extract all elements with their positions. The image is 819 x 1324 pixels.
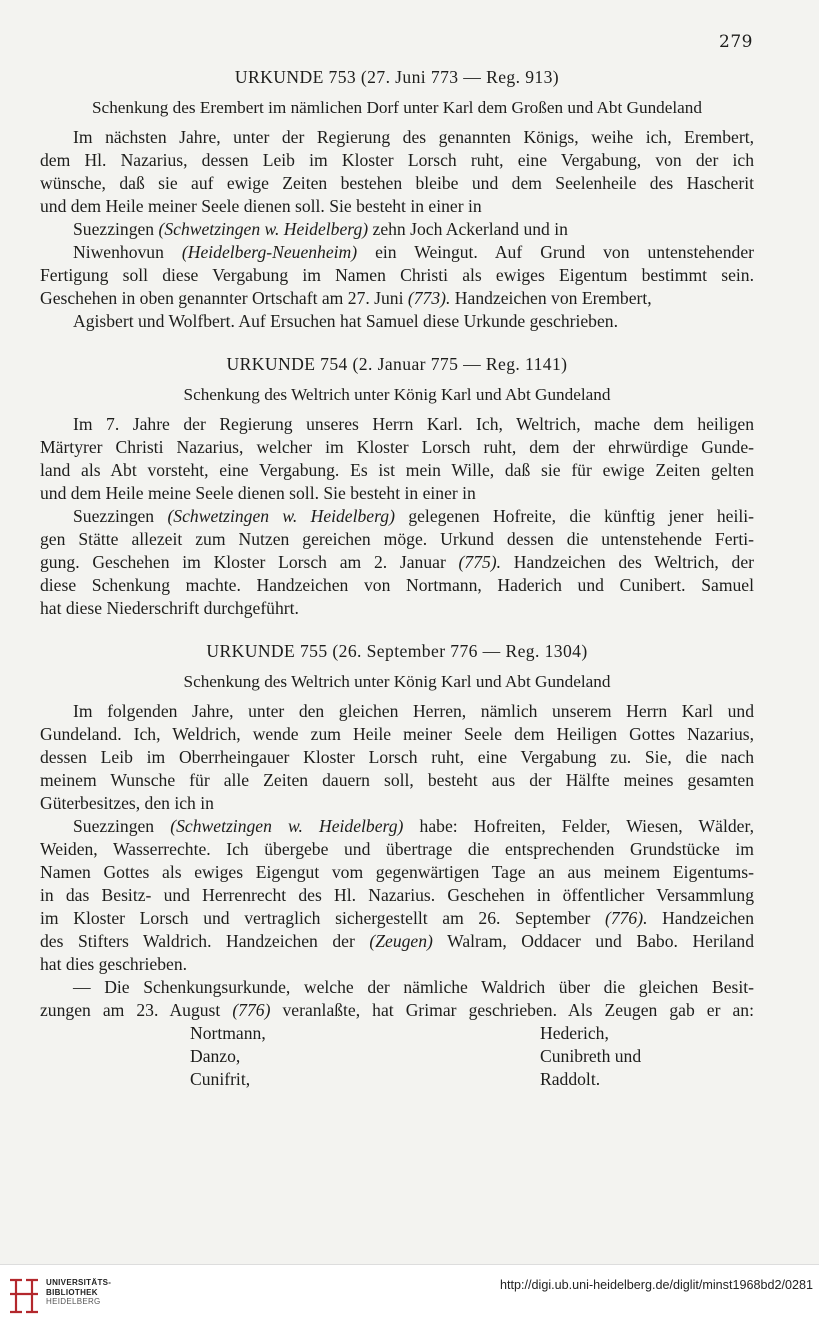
text-line: Niwenhovun (Heidelberg-Neuenheim) ein Weingut. Auf Grund von untenstehender bbox=[73, 242, 755, 262]
text-line: Geschehen in oben genannter Ortschaft am 27. Juni (773). Handzeichen von Erembert, bbox=[40, 288, 652, 308]
section-1-heading: URKUNDE 753 (27. Juni 773 — Reg. 913) bbox=[234, 67, 560, 87]
section-2-subheading: Schenkung des Weltrich unter König Karl und Abt Gundeland bbox=[183, 385, 611, 404]
text-line: Suezzingen (Schwetzingen w. Heidelberg) habe: Hofreiten, Felder, Wiesen, Wälder, bbox=[73, 816, 754, 836]
witness-list bbox=[40, 1022, 754, 1091]
witness-name: Cunifrit, bbox=[190, 1069, 251, 1089]
text-line: Märtyrer Christi Nazarius, welcher im Kloster Lorsch ruht, dem der ehrwürdige Gunde- bbox=[40, 437, 754, 457]
text-line: dem Hl. Nazarius, dessen Leib im Kloster Lorsch ruht, eine Vergabung, von der ich bbox=[40, 150, 754, 170]
section-3-subheading: Schenkung des Weltrich unter König Karl und Abt Gundeland bbox=[183, 672, 611, 691]
text-line: hat dies geschrieben. bbox=[40, 954, 188, 974]
text-line: wünsche, daß sie auf ewige Zeiten bestehen bleibe und dem Seelenheile des Hascherit bbox=[40, 173, 754, 193]
text-line: Im nächsten Jahre, unter der Regierung des genannten Königs, weihe ich, Erembert, bbox=[73, 127, 754, 147]
text-line: und dem Heile meine Seele dienen soll. Sie besteht in einer in bbox=[40, 483, 476, 503]
text-line: Fertigung soll diese Vergabung im Namen Christi als ewiges Eigentum bestimmt sein. bbox=[40, 265, 754, 285]
text-line: dessen Leib im Oberrheingauer Kloster Lorsch ruht, eine Vergabung zu. Sie, die nach bbox=[40, 747, 754, 767]
section-2-body bbox=[40, 413, 754, 620]
witness-name: Cunibreth und bbox=[540, 1046, 642, 1066]
section-3-heading: URKUNDE 755 (26. September 776 — Reg. 1304) bbox=[206, 641, 588, 661]
text-line: diese Schenkung machte. Handzeichen von Nortmann, Haderich und Cunibert. Samuel bbox=[40, 575, 754, 595]
text-line: meinem Wunsche für alle Zeiten dauern soll, besteht aus der Hälfte meines gesamten bbox=[40, 770, 754, 790]
text-line: zungen am 23. August (776) veranlaßte, hat Grimar geschrieben. Als Zeugen gab er an: bbox=[40, 1000, 754, 1020]
witness-name: Hederich, bbox=[540, 1023, 609, 1043]
text-line: Gundeland. Ich, Weldrich, wende zum Heile meiner Seele dem Heiligen Gottes Nazarius, bbox=[40, 724, 754, 744]
text-line: gung. Geschehen im Kloster Lorsch am 2. Januar (775). Handzeichen des Weltrich, der bbox=[40, 552, 754, 572]
text-line: Suezzingen (Schwetzingen w. Heidelberg) gelegenen Hofreite, die künftig jener heili- bbox=[73, 506, 754, 526]
viewer-footer bbox=[0, 1264, 819, 1324]
text-line: Güterbesitzes, den ich in bbox=[40, 793, 214, 813]
section-1-body bbox=[40, 126, 754, 333]
section-3-body bbox=[40, 700, 754, 1022]
witness-name: Nortmann, bbox=[190, 1023, 266, 1043]
text-line: land als Abt vorsteht, eine Vergabung. Es ist mein Wille, daß sie für ewige Zeiten gelten bbox=[40, 460, 754, 480]
text-line: des Stifters Waldrich. Handzeichen der (Zeugen) Walram, Oddacer und Babo. Heriland bbox=[40, 931, 754, 951]
text-line: in das Besitz- und Herrenrecht des Hl. Nazarius. Geschehen in öffentlicher Versammlung bbox=[40, 885, 754, 905]
section-2-heading: URKUNDE 754 (2. Januar 775 — Reg. 1141) bbox=[226, 354, 568, 374]
text-line: gen Stätte allezeit zum Nutzen gereichen möge. Urkund dessen die untenstehende Ferti- bbox=[40, 529, 754, 549]
library-name: UNIVERSITÄTS- BIBLIOTHEK HEIDELBERG bbox=[46, 1278, 112, 1306]
text-line: Weiden, Wasserrechte. Ich übergebe und übertrage die entsprechenden Grundstücke im bbox=[40, 839, 754, 859]
page-url-link[interactable]: http://digi.ub.uni-heidelberg.de/diglit/minst1968bd2/0281 bbox=[500, 1278, 813, 1292]
page-number: 279 bbox=[719, 32, 753, 52]
library-logo-icon bbox=[6, 1274, 42, 1314]
text-line: im Kloster Lorsch und vertraglich sichergestellt am 26. September (776). Handzeichen bbox=[40, 908, 754, 928]
text-line: Suezzingen (Schwetzingen w. Heidelberg) zehn Joch Ackerland und in bbox=[73, 219, 568, 239]
section-1-subheading: Schenkung des Erembert im nämlichen Dorf unter Karl dem Großen und Abt Gundeland bbox=[92, 98, 702, 117]
text-line: Im 7. Jahre der Regierung unseres Herrn Karl. Ich, Weltrich, mache dem heiligen bbox=[73, 414, 754, 434]
witness-name: Danzo, bbox=[190, 1046, 241, 1066]
text-line: Im folgenden Jahre, unter den gleichen Herren, nämlich unserem Herrn Karl und bbox=[73, 701, 754, 721]
text-line: und dem Heile meiner Seele dienen soll. Sie besteht in einer in bbox=[40, 196, 482, 216]
text-line: Agisbert und Wolfbert. Auf Ersuchen hat Samuel diese Urkunde geschrieben. bbox=[73, 311, 618, 331]
text-line: — Die Schenkungsurkunde, welche der nämliche Waldrich über die gleichen Besit- bbox=[73, 977, 754, 997]
witness-name: Raddolt. bbox=[540, 1069, 601, 1089]
document-body bbox=[40, 66, 754, 1091]
text-line: Namen Gottes als ewiges Eigengut vom gegenwärtigen Tage an aus meinem Eigentums- bbox=[40, 862, 754, 882]
text-line: hat diese Niederschrift durchgeführt. bbox=[40, 598, 299, 618]
